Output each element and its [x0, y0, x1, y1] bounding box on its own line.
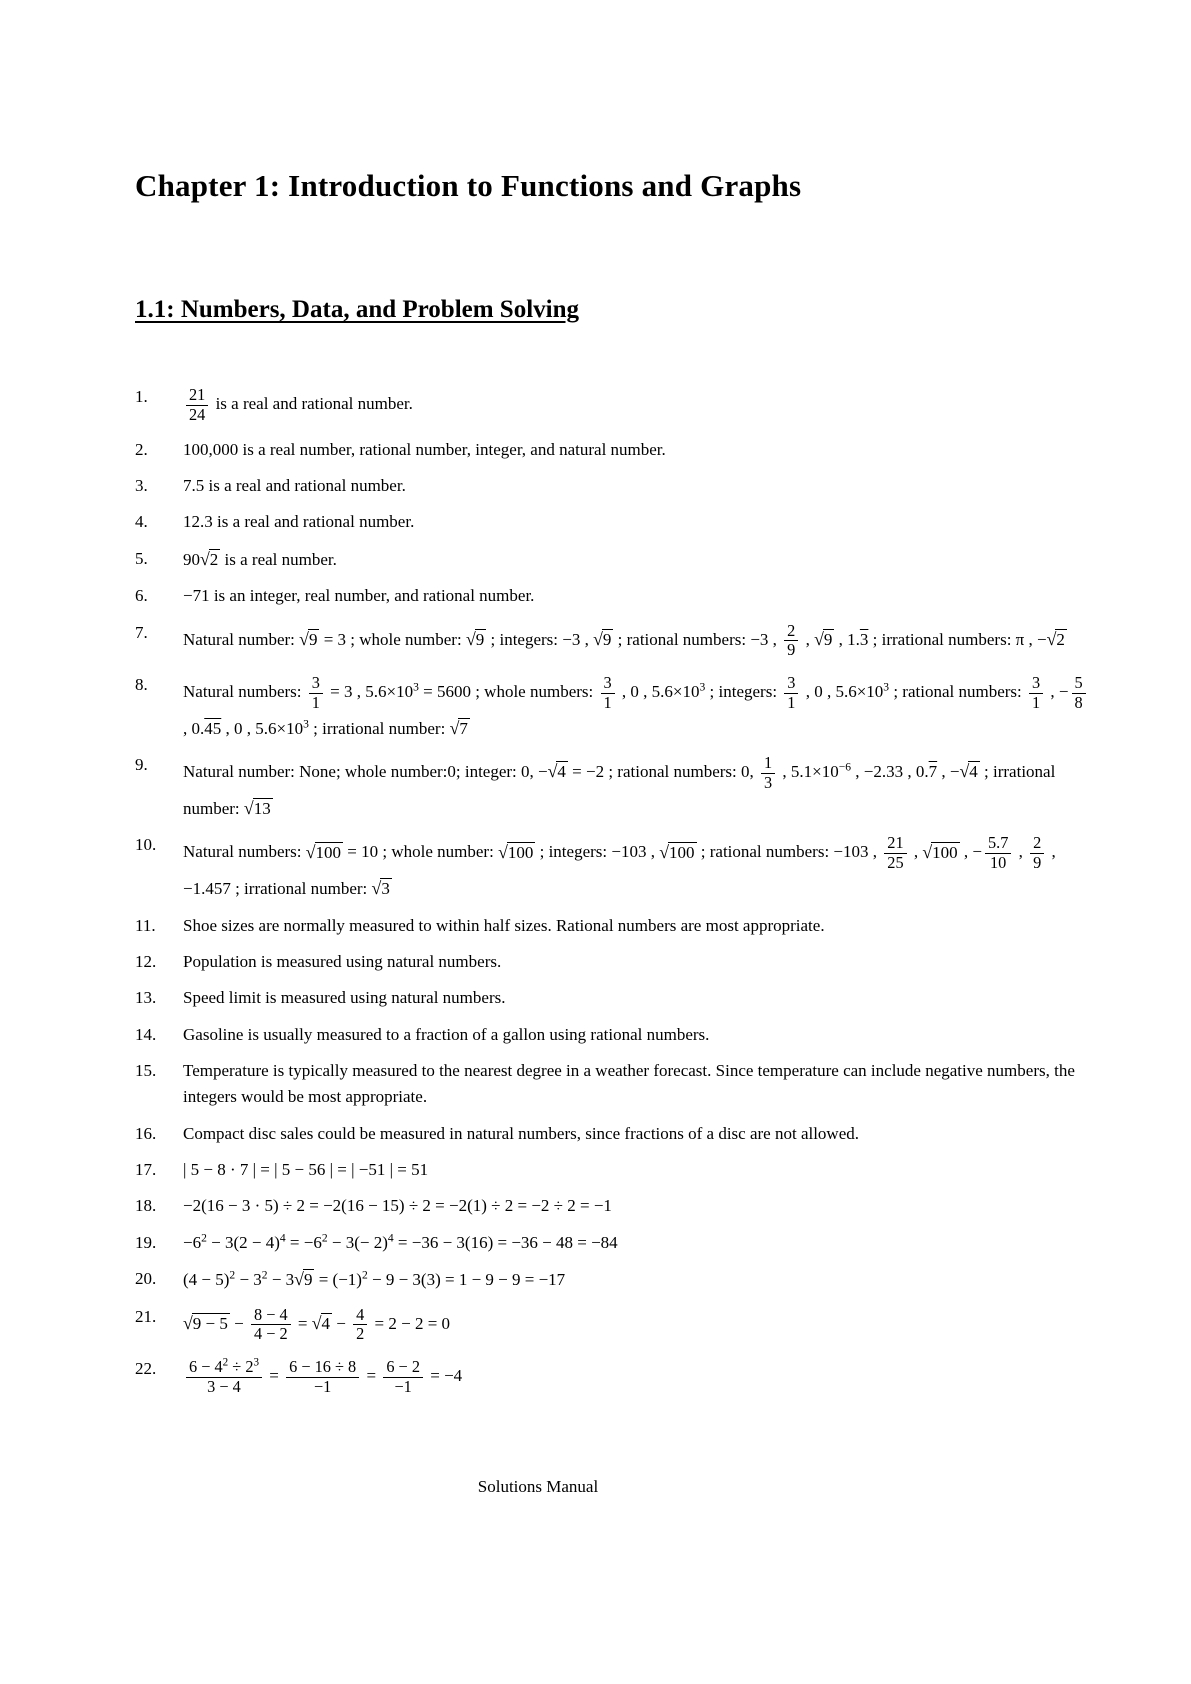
sqrt-radical: √100	[498, 841, 534, 862]
fraction: $\frac{2}{9}$	[1030, 834, 1044, 873]
item-content: 12.3 is a real and rational number.	[183, 512, 415, 532]
sqrt-radical: √9	[465, 628, 485, 649]
item-number: 7.	[135, 622, 148, 642]
sqrt-radical: √9	[294, 1268, 313, 1289]
item-content: Temperature is typically measured to the nearest degree in a weather forecast. Since temperature can include negative numbers, the integers would be most appropriate.	[183, 1060, 1075, 1107]
solution-item	[135, 1230, 1101, 1256]
item-content: Compact disc sales could be measured in natural numbers, since fractions of a disc are not allowed.	[183, 1123, 860, 1143]
fraction: $\frac{5.7}{10}$	[985, 834, 1011, 873]
item-number: 19.	[135, 1232, 157, 1252]
solution-item	[135, 949, 1101, 975]
solution-item	[135, 913, 1101, 939]
sqrt-radical: √100	[922, 841, 958, 862]
solution-item	[135, 1356, 1101, 1399]
item-number: 12.	[135, 951, 157, 971]
solution-item	[135, 752, 1101, 822]
repeating-overline: 45	[204, 718, 222, 738]
solution-item	[135, 1157, 1101, 1183]
item-number: 11.	[135, 915, 156, 935]
repeating-overline: 3	[859, 629, 869, 649]
item-content: Gasoline is usually measured to a fraction of a gallon using rational numbers.	[183, 1024, 710, 1044]
item-content: Natural number: None; whole number:0; integer: 0, −√4 = −2 ; rational numbers: 0, $\frac{1}{3}$ , $5.1\times 10^{-6}$ , −2.33 , 0.7 , −√4 ; irrational number: √13	[183, 753, 1056, 818]
fraction: $\frac{3}{1}$	[601, 674, 615, 713]
item-number: 14.	[135, 1024, 157, 1044]
solution-item	[135, 985, 1101, 1011]
page-footer: Solutions Manual	[477, 1476, 599, 1496]
sqrt-radical: √2	[200, 548, 219, 569]
sqrt-radical: √4	[959, 761, 978, 782]
solution-item	[135, 1058, 1101, 1111]
fraction: $\frac{2}{9}$	[784, 622, 798, 661]
fraction: $\frac{6 - 16 \div 8}{-1}$	[286, 1358, 359, 1397]
item-content: 90√2 is a real number.	[183, 548, 337, 569]
item-number: 18.	[135, 1196, 157, 1216]
fraction: $\frac{1}{3}$	[761, 754, 775, 793]
sqrt-radical: √9 − 5	[183, 1312, 228, 1333]
sqrt-radical: √4	[547, 761, 566, 782]
solution-item	[135, 1193, 1101, 1219]
item-number: 22.	[135, 1359, 157, 1379]
item-number: 6.	[135, 586, 148, 606]
fraction: $\frac{21}{24}$	[186, 386, 208, 425]
solution-item	[135, 384, 1101, 427]
fraction: $\frac{3}{1}$	[784, 674, 798, 713]
sqrt-radical: √2	[1046, 628, 1065, 649]
item-number: 21.	[135, 1306, 157, 1326]
item-number: 13.	[135, 988, 157, 1008]
solution-item	[135, 583, 1101, 609]
solution-item	[135, 672, 1101, 742]
item-number: 16.	[135, 1123, 157, 1143]
item-content: $\frac{21}{24}$ is a real and rational number.	[183, 384, 1101, 427]
item-content: −2(16 − 3 · 5) ÷ 2 = −2(16 − 15) ÷ 2 = −2(1) ÷ 2 = −2 ÷ 2 = −1	[183, 1196, 612, 1216]
item-number: 9.	[135, 755, 148, 775]
item-content: Population is measured using natural numbers.	[183, 951, 502, 971]
solution-item	[135, 1022, 1101, 1048]
item-number: 1.	[135, 387, 148, 406]
solution-item	[135, 546, 1101, 574]
solution-item	[135, 832, 1101, 902]
item-content: 100,000 is a real number, rational number, integer, and natural number.	[183, 439, 666, 459]
fraction: $\frac{6 - 2}{-1}$	[383, 1358, 423, 1397]
solution-item	[135, 1304, 1101, 1347]
sqrt-radical: √9	[593, 628, 612, 649]
fraction: $\frac{21}{25}$	[884, 834, 906, 873]
item-content: $-6^2 - 3(2 - 4)^4 = -6^2 - 3(- 2)^4 = -36 - 3(16) = -36 - 48 = -84$	[183, 1230, 618, 1252]
fraction: $\frac{8 - 4}{4 - 2}$	[251, 1306, 291, 1345]
item-content: Natural number: √9 = 3 ; whole number: √9 ; integers: −3 , √9 ; rational numbers: −3 , $\frac{2}{9}$ , √9 , 1.3 ; irrational numbers: π , −√2	[183, 620, 1065, 660]
solution-item	[135, 1266, 1101, 1294]
item-number: 3.	[135, 475, 148, 495]
item-content: −71 is an integer, real number, and rational number.	[183, 586, 535, 606]
item-content: Natural numbers: $\frac{3}{1}$ = 3 , $5.6\times 10^3 = 5600$ ; whole numbers: $\frac{3}{1}$ , 0 , $5.6\times 10^3$ ; integers: $\frac{3}{1}$ , 0 , $5.6\times 10^3$ ; rational numbers: $\frac{3}{1}$ , − $\frac{5}{8}$ , 0.45 , 0 , $5.6\times 10^3$ ; irrational number: √7	[183, 672, 1101, 742]
repeating-overline: 7	[928, 762, 938, 782]
sqrt-radical: √9	[814, 628, 833, 649]
solution-item	[135, 1121, 1101, 1147]
item-content: $(4 - 5)^2 - 3^2 - 3√9 = (-1)^2 - 9 - 3(3) = 1 - 9 - 9 = -17$	[183, 1268, 566, 1289]
item-number: 5.	[135, 548, 148, 568]
fraction: $\frac{4}{2}$	[353, 1306, 367, 1345]
item-number: 4.	[135, 512, 148, 532]
item-content: 7.5 is a real and rational number.	[183, 475, 406, 495]
item-content: Shoe sizes are normally measured to within half sizes. Rational numbers are most appropriate.	[183, 915, 825, 935]
fraction: $\frac{3}{1}$	[1029, 674, 1043, 713]
item-number: 10.	[135, 835, 157, 855]
item-number: 20.	[135, 1268, 157, 1288]
item-number: 2.	[135, 439, 148, 459]
item-number: 15.	[135, 1060, 157, 1080]
solution-item	[135, 620, 1101, 663]
chapter-title: Chapter 1: Introduction to Functions and Graphs	[135, 168, 802, 203]
item-content: Natural numbers: √100 = 10 ; whole number: √100 ; integers: −103 , √100 ; rational numbers: −103 , $\frac{21}{25}$ , √100 , − $\frac{5.7}{10}$ , $\frac{2}{9}$ , −1.457 ; irrational number: √3	[183, 833, 1056, 898]
sqrt-radical: √100	[305, 841, 342, 862]
section-heading: 1.1: Numbers, Data, and Problem Solving	[135, 296, 580, 323]
solution-item	[135, 437, 1101, 463]
solution-item	[135, 509, 1101, 535]
fraction: $\frac{5}{8}$	[1072, 674, 1086, 713]
item-content: √9 − 5 − $\frac{8 - 4}{4 - 2}$ = √4 − $\frac{4}{2}$ = 2 − 2 = 0	[183, 1304, 451, 1344]
sqrt-radical: √9	[299, 628, 318, 649]
sqrt-radical: √7	[449, 717, 468, 738]
fraction: $\frac{6 - 4^2 \div 2^3}{3 - 4}$	[186, 1358, 262, 1397]
sqrt-radical: √3	[371, 877, 390, 898]
solution-item	[135, 473, 1101, 499]
sqrt-radical: √13	[243, 797, 271, 818]
item-content: $\frac{6 - 4^2 \div 2^3}{3 - 4}$ = $\frac{6 - 16 \div 8}{-1}$ = $\frac{6 - 2}{-1}$ = −4	[183, 1356, 1101, 1399]
item-content: | 5 − 8 · 7 | = | 5 − 56 | = | −51 | = 51	[183, 1159, 429, 1179]
solutions-list	[135, 384, 1101, 1399]
sqrt-radical: √4	[311, 1312, 331, 1333]
fraction: $\frac{3}{1}$	[309, 674, 323, 713]
item-number: 17.	[135, 1159, 157, 1179]
item-number: 8.	[135, 675, 148, 695]
item-content: Speed limit is measured using natural numbers.	[183, 988, 506, 1008]
sqrt-radical: √100	[659, 841, 695, 862]
